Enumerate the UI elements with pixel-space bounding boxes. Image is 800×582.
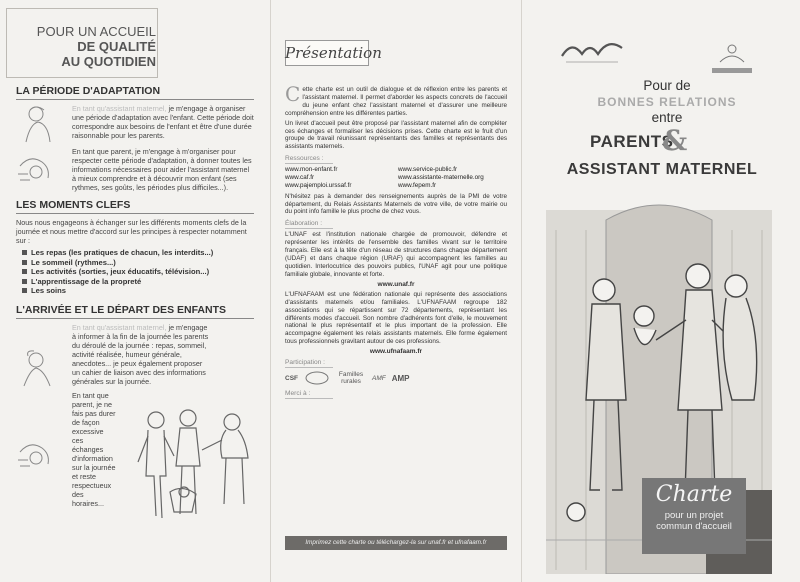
subhead-underline [285,228,333,229]
list-item: Les activités (sorties, jeux éducatifs, télévision...) [22,267,254,277]
intro-paragraph-2: Un livret d'accueil peut être proposé par l'assistant maternel afin de compléter ces échanges et formaliser les décisions prises. Cette charte est le fruit d'un groupe de travail réunissant représentants des familles et représentants des assistants maternels. [285,119,507,151]
charte-subtitle-2: commun d'accueil [656,521,732,532]
parent-sketch-icon [14,152,58,190]
merci-label: Merci à : [285,390,311,398]
header-line-3: AU QUOTIDIEN [61,54,156,69]
cover-title-line-3: entre [651,110,683,125]
subhead-underline [285,398,333,399]
link-caf[interactable]: www.caf.fr [285,174,315,182]
ufnafaam-logo-icon [706,40,758,76]
arrivee-paragraph-1: En tant qu'assistant maternel, je m'engage à informer à la fin de la journée les parents du déroulé de la journée : repas, sommeil, activité réalisée, humeur générale, anecdotes... je peux également proposer un cahier de liaison avec des informations générales sur la journée. [72,322,209,386]
list-item: Les repas (les pratiques de chacun, les interdits...) [22,248,254,258]
unaf-link[interactable]: www.unaf.fr [377,280,415,288]
link-service-public[interactable]: www.service-public.fr [398,166,458,174]
partner-logo-familles-rurales: Familles rurales [338,371,364,386]
parent-sketch-icon [14,436,60,478]
link-pajemploi[interactable]: www.pajemploi.urssaf.fr [285,181,352,189]
unaf-logo-icon [558,34,628,68]
cover-title-parents: PARENTS [590,132,674,151]
intro-paragraph: Cette charte est un outil de dialogue et de réflexion entre les parents et l'assistant maternel. Il permet d'aborder les aspects concrets de l'accueil du jeune enfant chez l'assistant maternel et d'assurer une meilleure compréhension entre les différentes parties. [285,82,507,117]
arrivee-paragraph-2: En tant que parent, je ne fais pas durer de façon excessive ces échanges d'information sur la journée et reste respectueux des horaires... [72,390,116,508]
charte-title: Charte [655,482,733,507]
periode-paragraph-2: En tant que parent, je m'engage à m'organiser pour respecter cette période d'adaptation, à donner toutes les informations nécessaires pour aider l'assistant maternel à mieux comprendre et à découvrir mon enfant (ses rythmes, ses goûts, les périodes plus difficiles...). [72,147,252,192]
link-fepem[interactable]: www.fepem.fr [398,181,437,189]
subhead-underline [285,163,333,164]
section-title-arrivee: L'ARRIVÉE ET LE DÉPART DES ENFANTS [16,303,226,316]
ufnafaam-link[interactable]: www.ufnafaam.fr [369,348,423,356]
unaf-paragraph: L'UNAF est l'institution nationale chargée de promouvoir, défendre et représenter les intérêts de l'ensemble des familles vivant sur le territoire français. Elle est à la tête d'un réseau de structures dans chaque département (UDAF) et dans chaque région (URAF) qui accompagnent les familles au quotidien. Interlocutrice des pouvoirs publics, l'UNAF agit pour une politique familiale globale, innovante et forte. [285,231,507,278]
cover-panel [522,0,800,582]
moments-intro: Nous nous engageons à échanger sur les différents moments clefs de la journée et nous mettre d'accord sur les principes à respecter notamment sur : [16,218,247,245]
presentation-body [285,82,507,401]
section-title-moments: LES MOMENTS CLEFS [16,199,131,211]
partner-logo-amf: AMF [372,374,386,382]
link-assistante-maternelle[interactable]: www.assistante-maternelle.org [398,174,484,182]
download-footer: Imprimez cette charte ou téléchargez-la sur unaf.fr et ufnafaam.fr [285,536,507,550]
section-divider [16,99,254,100]
left-panel [0,0,270,582]
periode-paragraph-1: En tant qu'assistant maternel, je m'engage à organiser une période d'adaptation avec l'enfant. Cette période doit correspondre aux besoins de l'enfant et être d'une durée raisonnable pour les parents. [72,104,254,140]
section-divider [16,213,254,214]
list-item: Les soins [22,286,254,296]
charte-badge [642,478,746,554]
partner-logo-csf: CSF [285,374,298,382]
panel-header [16,24,156,69]
ressources-links [285,166,507,189]
list-item: Le sommeil (rythmes...) [22,258,254,268]
cover-title-line-1: Pour de [643,78,691,93]
elaboration-label: Élaboration : [285,220,323,228]
hesitez-paragraph: N'hésitez pas à demander des renseignements auprès de la PMI de votre département, du Relais Assistants Maternels de votre ville, de votre mairie ou du point info famille le plus proche de chez vous. [285,192,507,216]
partner-logo-amp: AMP [391,373,410,383]
ressources-label: Ressources : [285,155,324,163]
section-divider [16,318,254,319]
family-illustration [130,396,260,526]
moments-list [22,248,254,296]
header-line-1: POUR UN ACCUEIL [36,24,156,39]
subhead-underline [285,367,333,368]
section-title-periode: LA PÉRIODE D'ADAPTATION [16,85,161,97]
link-mon-enfant[interactable]: www.mon-enfant.fr [285,166,338,174]
header-line-2: DE QUALITÉ [77,39,156,54]
cover-title-ampersand: & [662,124,688,157]
cover-title-assistant: ASSISTANT MATERNEL [566,161,758,178]
middle-panel [271,0,521,582]
caregiver-sketch-icon [14,348,60,388]
cover-title-line-2: BONNES RELATIONS [597,95,737,109]
list-item: L'apprentissage de la propreté [22,277,254,287]
adult-sketch-icon [16,104,60,144]
charte-subtitle-1: pour un projet [664,510,724,521]
partner-logos [285,370,507,386]
ufnafaam-paragraph: L'UFNAFAAM est une fédération nationale qui représente des associations d'assistants maternels et/ou familiales. L'UFNAFAAM regroupe 182 associations qui se répartissent sur 72 départements, représentant les différents modes d'accueil. Son nombre d'adhérents font d'elle, le mouvement national le plus représentatif et le plus important de la profession. Elle accompagne également les relais assistants maternels. Elle forme également tous professionnels gravitant autour de ces professions. [285,290,507,346]
participation-label: Participation : [285,359,325,367]
presentation-heading: Présentation [285,44,382,62]
partner-logo-circle-icon [304,370,330,386]
